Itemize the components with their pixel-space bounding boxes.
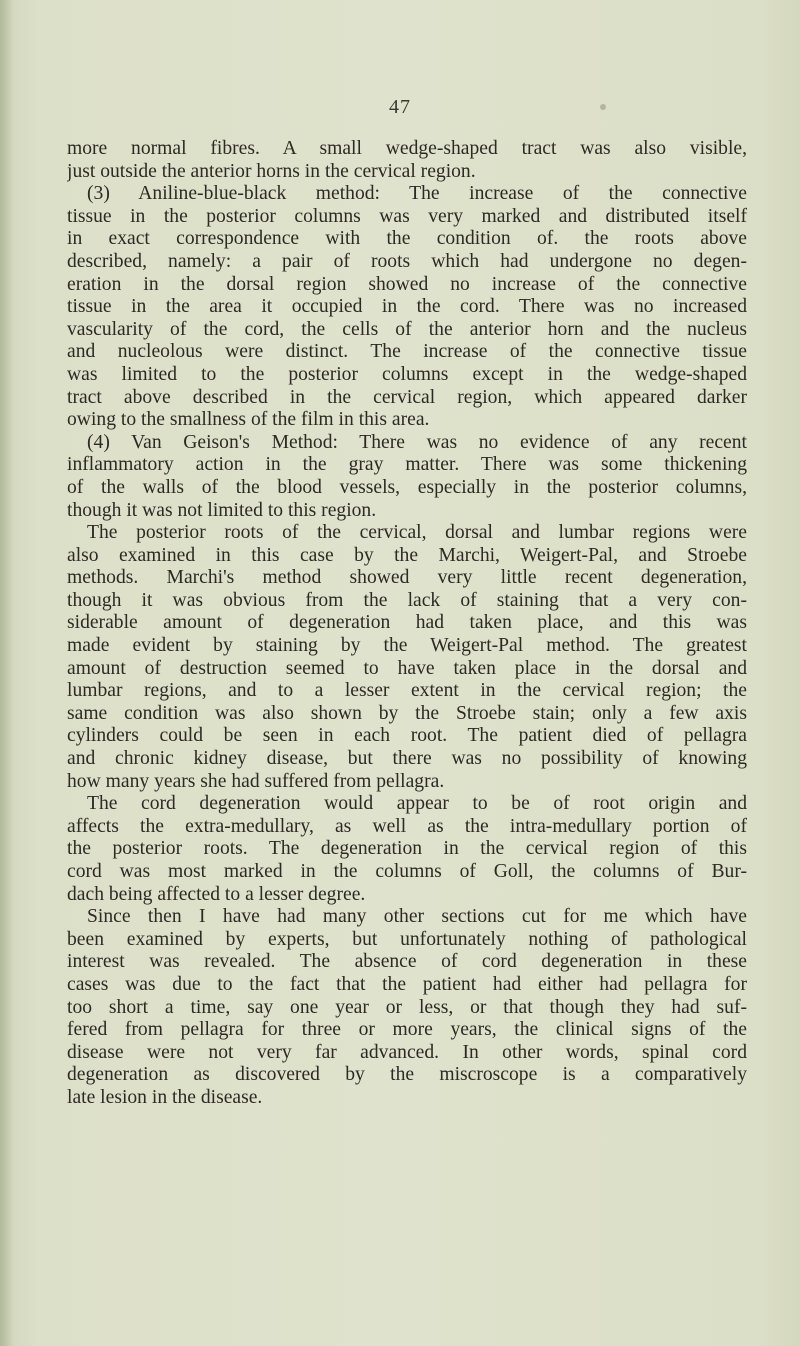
text-line: and nucleolous were distinct. The increase of the connective tissue: [67, 341, 747, 363]
text-line: been examined by experts, but unfortunately nothing of pathological: [67, 928, 747, 950]
text-line: tract above described in the cervical region, which appeared darker: [67, 386, 747, 408]
text-line: just outside the anterior horns in the cervical region.: [67, 160, 476, 182]
text-line: eration in the dorsal region showed no increase of the connective: [67, 273, 747, 295]
text-line: also examined in this case by the Marchi, Weigert-Pal, and Stroebe: [67, 544, 747, 566]
page-gutter-shadow: [0, 0, 14, 1346]
text-line: methods. Marchi's method showed very little recent degeneration,: [67, 567, 747, 589]
text-line: owing to the smallness of the film in this area.: [67, 409, 430, 431]
text-line: amount of destruction seemed to have taken place in the dorsal and: [67, 657, 747, 679]
text-line: The posterior roots of the cervical, dorsal and lumbar regions were: [87, 522, 747, 544]
page-number: 47: [389, 96, 411, 118]
text-line: described, namely: a pair of roots which had undergone no degen-: [67, 250, 747, 272]
text-line: inflammatory action in the gray matter. There was some thickening: [67, 454, 747, 476]
text-line: (3) Aniline-blue-black method: The increase of the connective: [87, 183, 747, 205]
text-line: and chronic kidney disease, but there was no possibility of knowing: [67, 748, 747, 770]
text-line: in exact correspondence with the condition of. the roots above: [67, 228, 747, 250]
text-line: the posterior roots. The degeneration in the cervical region of this: [67, 838, 747, 860]
text-line: too short a time, say one year or less, or that though they had suf-: [67, 996, 747, 1018]
text-line: though it was obvious from the lack of staining that a very con-: [67, 589, 747, 611]
text-line: vascularity of the cord, the cells of the anterior horn and the nucleus: [67, 318, 747, 340]
ink-speck: [600, 104, 606, 110]
text-line: cord was most marked in the columns of Goll, the columns of Bur-: [67, 861, 747, 882]
text-line: disease were not very far advanced. In other words, spinal cord: [67, 1041, 747, 1063]
text-line: interest was revealed. The absence of cord degeneration in these: [67, 951, 747, 973]
text-line: The cord degeneration would appear to be of root origin and: [87, 793, 747, 815]
text-line: tissue in the posterior columns was very marked and distributed itself: [67, 205, 747, 227]
text-line: cases was due to the fact that the patient had either had pellagra for: [67, 973, 747, 995]
text-line: affects the extra-medullary, as well as the intra-medullary portion of: [67, 815, 747, 837]
text-line: cylinders could be seen in each root. The patient died of pellagra: [67, 725, 747, 747]
text-line: tissue in the area it occupied in the cord. There was no increased: [67, 296, 747, 318]
text-line: late lesion in the disease.: [67, 1086, 263, 1108]
text-line: was limited to the posterior columns except in the wedge-shaped: [67, 363, 747, 385]
text-line: lumbar regions, and to a lesser extent in the cervical region; the: [67, 680, 747, 702]
text-line: same condition was also shown by the Stroebe stain; only a few axis: [67, 702, 747, 724]
text-line: more normal fibres. A small wedge-shaped tract was also visible,: [67, 138, 747, 159]
text-line: fered from pellagra for three or more years, the clinical signs of the: [67, 1019, 747, 1041]
text-line: made evident by staining by the Weigert-Pal method. The greatest: [67, 635, 747, 657]
text-line: (4) Van Geison's Method: There was no evidence of any recent: [87, 431, 747, 453]
body-text: [67, 138, 747, 1110]
text-line: though it was not limited to this region.: [67, 499, 377, 521]
text-line: Since then I have had many other sections cut for me which have: [87, 906, 747, 928]
text-line: dach being affected to a lesser degree.: [67, 883, 366, 905]
text-line: siderable amount of degeneration had taken place, and this was: [67, 612, 747, 634]
text-line: of the walls of the blood vessels, especially in the posterior columns,: [67, 476, 747, 498]
text-line: how many years she had suffered from pellagra.: [67, 770, 445, 792]
text-line: degeneration as discovered by the miscroscope is a comparatively: [67, 1064, 747, 1086]
